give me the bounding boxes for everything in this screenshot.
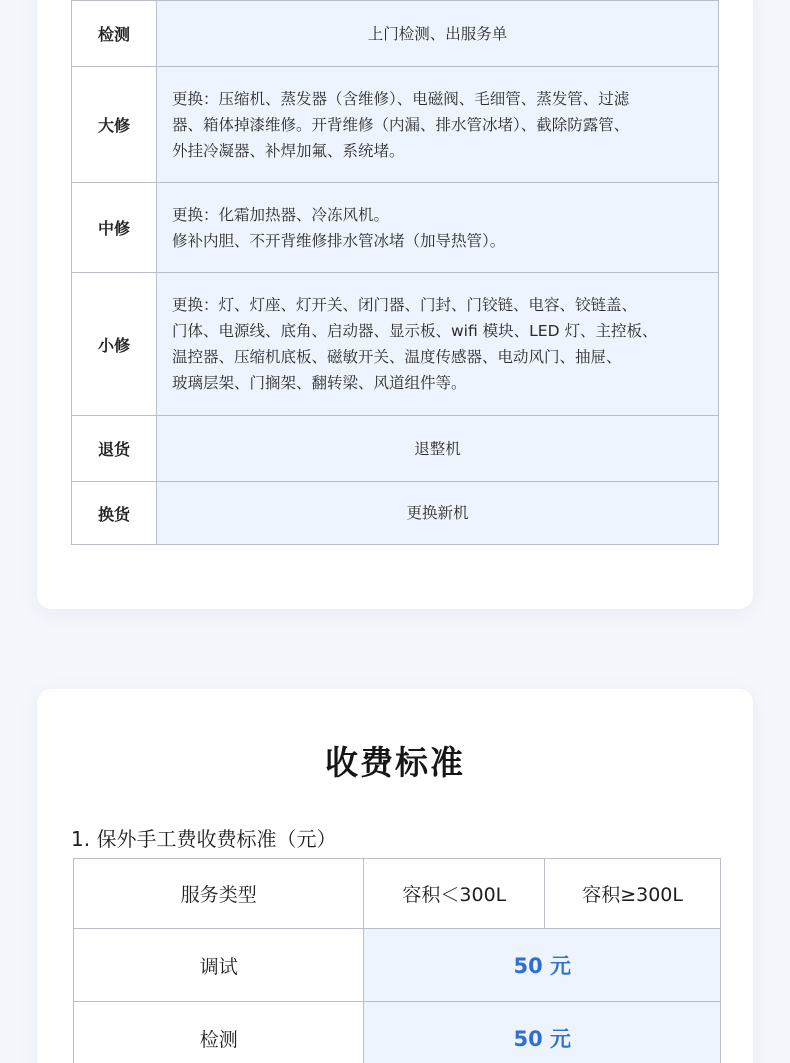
column-header: 容积＜300L (364, 859, 545, 929)
content-line: 温控器、压缩机底板、磁敏开关、温度传感器、电动风门、抽屉、 (172, 348, 622, 366)
repair-type-cell: 小修 (72, 273, 157, 416)
column-header: 容积≥300L (545, 859, 721, 929)
table-row (72, 67, 719, 183)
repair-type-cell: 退货 (72, 416, 157, 482)
table-row (72, 273, 719, 416)
column-header: 服务类型 (74, 859, 364, 929)
price-cell: 50 元 (364, 929, 721, 1002)
table-row (74, 929, 721, 1002)
price-cell: 50 元 (364, 1002, 721, 1063)
table-header-row (74, 859, 721, 929)
content-line: 修补内胆、不开背维修排水管冰堵（加导热管）。 (172, 231, 506, 250)
content-line: 更换：压缩机、蒸发器（含维修）、电磁阀、毛细管、蒸发管、过滤 (172, 89, 630, 108)
fee-table (73, 858, 721, 1063)
table-row (72, 1, 719, 67)
service-type-cell: 检测 (74, 1002, 364, 1063)
repair-category-card (37, 0, 753, 609)
repair-content-cell (157, 183, 719, 273)
content-line: 器、箱体掉漆维修。开背维修（内漏、排水管冰堵）、截除防露管、 (172, 115, 630, 134)
repair-type-cell: 中修 (72, 183, 157, 273)
content-line: 外挂冷凝器、补焊加氟、系统堵。 (172, 141, 405, 160)
repair-content-cell (157, 273, 719, 416)
repair-category-table (71, 0, 719, 545)
repair-content-cell (157, 67, 719, 183)
repair-content-cell: 上门检测、出服务单 (157, 1, 719, 67)
table-row (72, 416, 719, 482)
table-row (72, 183, 719, 273)
content-line: 更换：化霜加热器、冷冻风机。 (172, 205, 390, 224)
table-row (74, 1002, 721, 1063)
content-line: 玻璃层架、门搁架、翻转梁、风道组件等。 (172, 374, 467, 392)
content-line: 门体、电源线、底角、启动器、显示板、wifi 模块、LED 灯、主控板、 (172, 322, 658, 340)
content-line: 更换：灯、灯座、灯开关、闭门器、门封、门铰链、电容、铰链盖、 (172, 296, 638, 314)
repair-type-cell: 检测 (72, 1, 157, 67)
table-row (72, 482, 719, 545)
repair-type-cell: 换货 (72, 482, 157, 545)
repair-content-cell: 更换新机 (157, 482, 719, 545)
repair-type-cell: 大修 (72, 67, 157, 183)
fee-standard-card (37, 689, 753, 1063)
section-title: 收费标准 (325, 743, 465, 782)
service-type-cell: 调试 (74, 929, 364, 1002)
repair-content-cell: 退整机 (157, 416, 719, 482)
fee-subtitle: 1. 保外手工费收费标准（元） (71, 827, 337, 851)
